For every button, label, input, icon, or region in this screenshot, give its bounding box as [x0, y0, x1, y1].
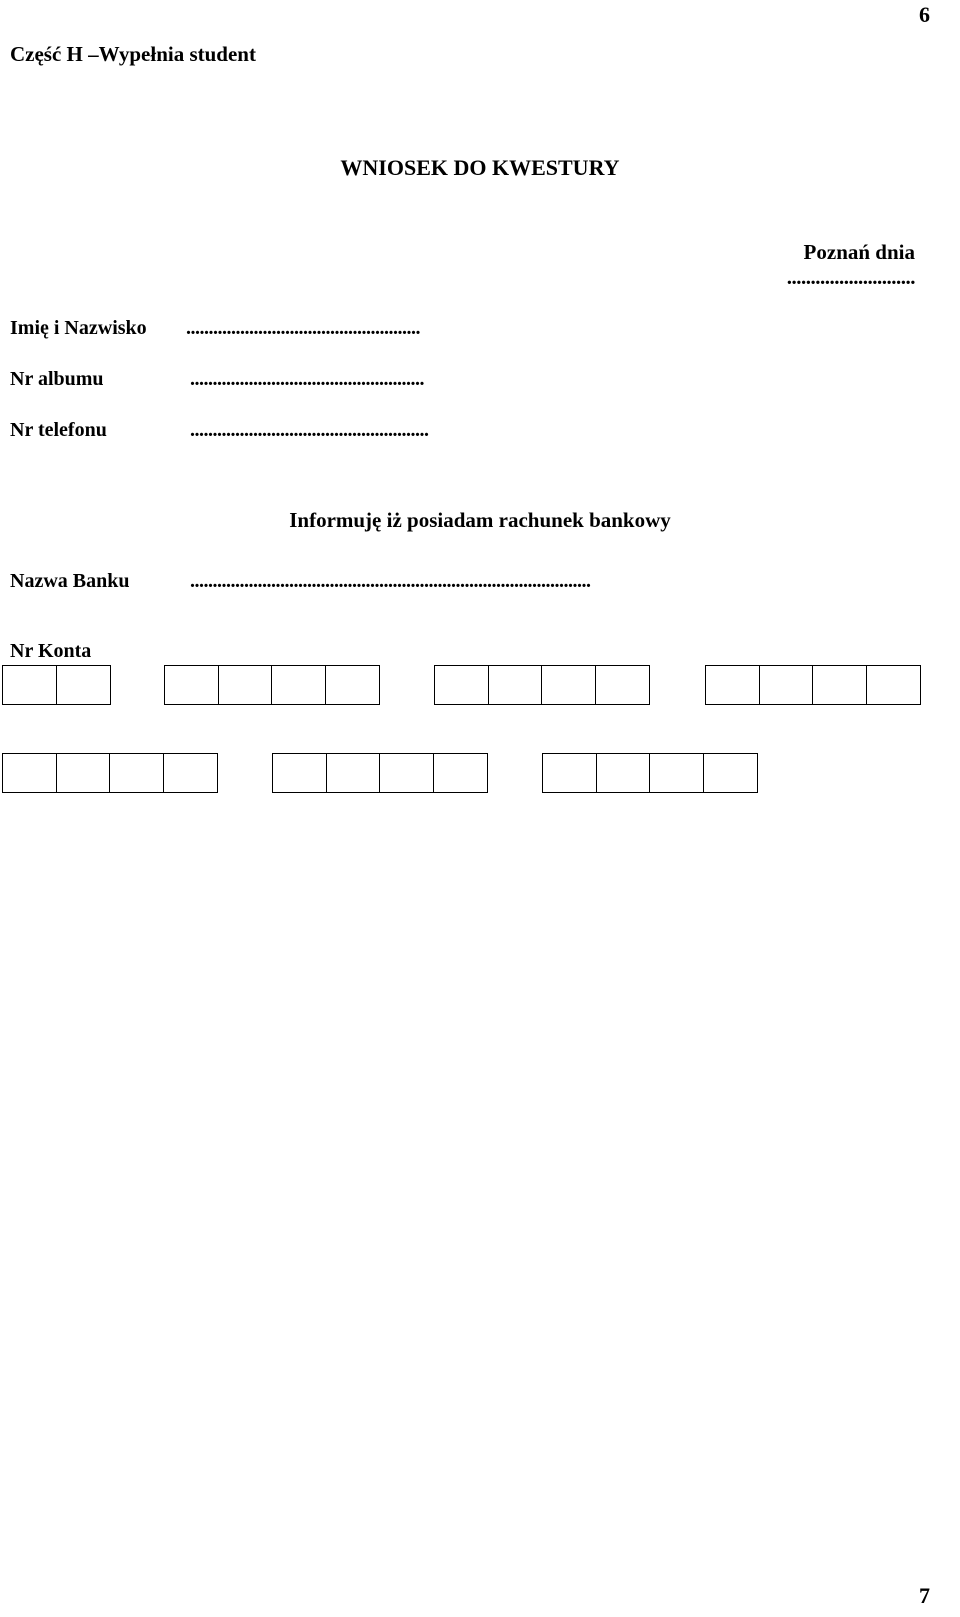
account-digit-group	[2, 665, 111, 705]
account-digit-box[interactable]	[542, 753, 597, 793]
album-label: Nr albumu	[10, 368, 104, 390]
account-digit-box[interactable]	[271, 665, 326, 705]
account-digit-box[interactable]	[434, 665, 489, 705]
account-digit-box[interactable]	[325, 665, 380, 705]
account-digit-box[interactable]	[705, 665, 760, 705]
date-field[interactable]: ...........................	[786, 265, 915, 289]
page-number-top: 6	[919, 2, 930, 27]
account-digit-box[interactable]	[109, 753, 164, 793]
account-digit-box[interactable]	[379, 753, 434, 793]
account-digit-box[interactable]	[703, 753, 758, 793]
account-number-label: Nr Konta	[10, 640, 92, 662]
bank-account-statement: Informuję iż posiadam rachunek bankowy	[289, 508, 671, 532]
account-digit-box[interactable]	[596, 753, 651, 793]
account-digit-group	[2, 753, 218, 793]
account-digit-box[interactable]	[759, 665, 814, 705]
account-number-row-2	[0, 753, 960, 793]
bank-name-field[interactable]: .........................................................................................	[190, 570, 591, 592]
account-digit-box[interactable]	[218, 665, 273, 705]
account-digit-box[interactable]	[488, 665, 543, 705]
document-title: WNIOSEK DO KWESTURY	[340, 155, 620, 180]
phone-field[interactable]: .....................................................	[190, 419, 429, 441]
account-digit-box[interactable]	[649, 753, 704, 793]
account-digit-box[interactable]	[2, 753, 57, 793]
place-date-label: Poznań dnia	[803, 240, 915, 264]
account-number-row-1	[0, 665, 960, 705]
account-digit-group	[434, 665, 650, 705]
account-digit-group	[272, 753, 488, 793]
account-digit-group	[705, 665, 921, 705]
account-digit-box[interactable]	[272, 753, 327, 793]
section-heading: Część H –Wypełnia student	[10, 42, 256, 66]
page-number-bottom: 7	[919, 1583, 930, 1608]
phone-label: Nr telefonu	[10, 419, 107, 441]
account-digit-box[interactable]	[56, 665, 111, 705]
account-digit-box[interactable]	[812, 665, 867, 705]
account-digit-box[interactable]	[866, 665, 921, 705]
account-digit-box[interactable]	[541, 665, 596, 705]
account-digit-box[interactable]	[163, 753, 218, 793]
account-digit-box[interactable]	[595, 665, 650, 705]
account-digit-box[interactable]	[326, 753, 381, 793]
bank-name-label: Nazwa Banku	[10, 570, 130, 592]
account-digit-box[interactable]	[433, 753, 488, 793]
name-field[interactable]: ....................................................	[186, 317, 420, 339]
name-label: Imię i Nazwisko	[10, 317, 147, 339]
album-field[interactable]: ....................................................	[190, 368, 424, 390]
account-digit-box[interactable]	[2, 665, 57, 705]
account-digit-group	[164, 665, 380, 705]
account-digit-group	[542, 753, 758, 793]
account-digit-box[interactable]	[164, 665, 219, 705]
account-digit-box[interactable]	[56, 753, 111, 793]
